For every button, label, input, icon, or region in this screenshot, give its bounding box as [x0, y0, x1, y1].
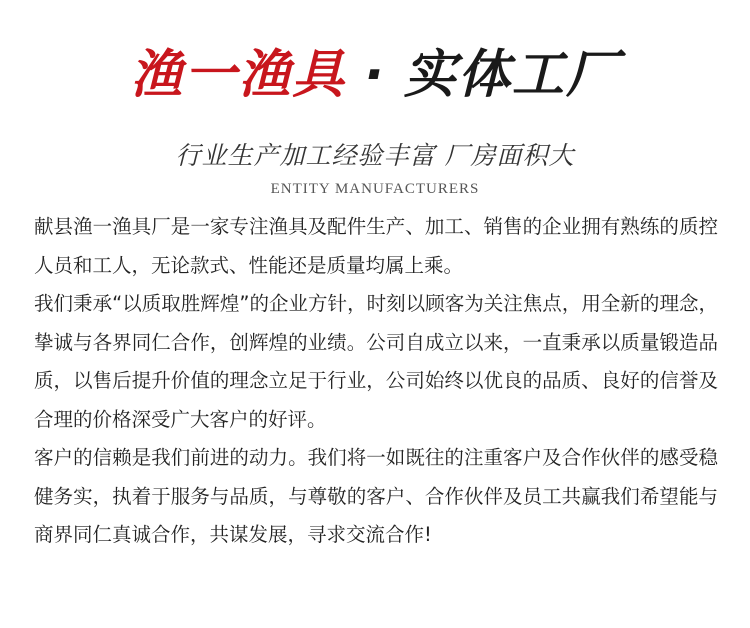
company-description [34, 208, 718, 555]
entity-label: ENTITY MANUFACTURERS [270, 181, 480, 197]
paragraph-cooperation: 客户的信赖是我们前进的动力。我们将一如既往的注重客户及合作伙伴的感受稳健务实，执着于服务与品质，与尊敬的客户、合作伙伴及员工共赢我们希望能与商界同仁真诚合作，共谋发展，寻求交流合作! [34, 446, 718, 546]
page-subtitle: 行业生产加工经验丰富 厂房面积大 [175, 141, 575, 170]
paragraph-philosophy: 我们秉承“以质取胜辉煌”的企业方针，时刻以顾客为关注焦点，用全新的理念，挚诚与各界同仁合作，创辉煌的业绩。公司自成立以来，一直秉承以质量锻造品质，以售后提升价值的理念立足于行业，公司始终以优良的品质、良好的信誉及合理的价格深受广大客户的好评。 [34, 292, 718, 431]
title-brand: 渔一渔具 [130, 45, 347, 105]
title-separator: · [364, 45, 386, 105]
paragraph-intro: 献县渔一渔具厂是一家专注渔具及配件生产、加工、销售的企业拥有熟练的质控人员和工人，无论款式、性能还是质量均属上乘。 [34, 215, 718, 277]
page-title [0, 40, 750, 110]
title-factory: 实体工厂 [403, 45, 620, 105]
